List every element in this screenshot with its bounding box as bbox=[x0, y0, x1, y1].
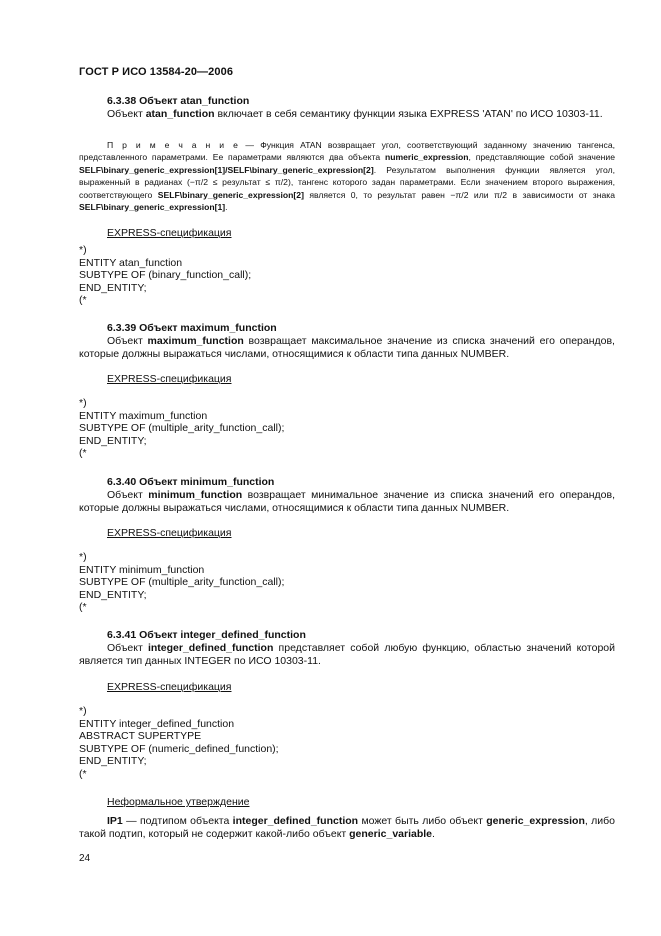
document-header: ГОСТ Р ИСО 13584-20—2006 bbox=[79, 66, 234, 78]
informal-proposition-ip1: IP1 — подтипом объекта integer_defined_function может быть либо объект generic_expression, либо такой подтип, который не содержит какой-либо объект generic_variable. bbox=[79, 815, 615, 840]
code-line: ENTITY minimum_function bbox=[79, 563, 205, 576]
code-block-atan bbox=[79, 244, 251, 307]
informal-proposition-label: Неформальное утверждение bbox=[107, 796, 250, 808]
code-line: (* bbox=[79, 601, 87, 614]
paragraph-maximum: Объект maximum_function возвращает максимальное значение из списка значений его операндов, которые должны выражаться числами, относящимися к области типа данных NUMBER. bbox=[79, 335, 615, 360]
paragraph-integer-defined: Объект integer_defined_function представляет собой любую функцию, областью значений которой является тип данных INTEGER по ИСО 10303-11. bbox=[79, 642, 615, 667]
express-spec-label: EXPRESS-спецификация bbox=[107, 373, 232, 385]
code-line: *) bbox=[79, 244, 87, 256]
code-block-integer-defined bbox=[79, 705, 279, 781]
code-line: (* bbox=[79, 294, 87, 307]
code-block-minimum bbox=[79, 551, 284, 614]
code-block-maximum bbox=[79, 397, 284, 460]
section-title-integer-defined: 6.3.41 Объект integer_defined_function bbox=[107, 629, 306, 641]
section-title-atan: 6.3.38 Объект atan_function bbox=[107, 95, 250, 107]
code-line: END_ENTITY; bbox=[79, 281, 147, 294]
code-line: ENTITY maximum_function bbox=[79, 409, 208, 422]
code-line: END_ENTITY; bbox=[79, 755, 147, 768]
code-line: SUBTYPE OF (numeric_defined_function); bbox=[79, 742, 279, 755]
code-line: SUBTYPE OF (binary_function_call); bbox=[79, 269, 252, 282]
code-line: (* bbox=[79, 447, 87, 460]
code-line: ENTITY integer_defined_function bbox=[79, 717, 235, 730]
code-line: END_ENTITY; bbox=[79, 434, 147, 447]
code-line: *) bbox=[79, 705, 87, 717]
code-line: *) bbox=[79, 551, 87, 563]
code-line: ABSTRACT SUPERTYPE bbox=[79, 730, 202, 743]
page-number: 24 bbox=[79, 853, 91, 864]
code-line: SUBTYPE OF (multiple_arity_function_call); bbox=[79, 576, 285, 589]
code-line: (* bbox=[79, 767, 87, 780]
express-spec-label: EXPRESS-спецификация bbox=[107, 227, 232, 239]
code-line: END_ENTITY; bbox=[79, 588, 147, 601]
paragraph-atan: Объект atan_function включает в себя семантику функции языка EXPRESS 'ATAN' по ИСО 10303-11. bbox=[107, 108, 603, 120]
code-line: *) bbox=[79, 397, 87, 409]
section-title-minimum: 6.3.40 Объект minimum_function bbox=[107, 476, 275, 488]
code-line: ENTITY atan_function bbox=[79, 256, 183, 269]
note-atan: П р и м е ч а н и е — Функция ATAN возвращает угол, соответствующий заданному значению тангенса, представленного параметрами. Ее параметрами являются два объекта numeric_expression, представляющие собой значение SELF\binary_generic_expression[1]/SELF\binary_generic_expression[2]. Результатом выполнения функции является угол, выраженный в радианах (−π/2 ≤ результат ≤ π/2), тангенс которого задан параметрами. Если значением второго выражения, соответствующего SELF\binary_generic_expression[2] является 0, то результат равен −π/2 или π/2 в зависимости от знака SELF\binary_generic_expression[1]. bbox=[79, 140, 615, 213]
code-line: SUBTYPE OF (multiple_arity_function_call); bbox=[79, 422, 285, 435]
express-spec-label: EXPRESS-спецификация bbox=[107, 681, 232, 693]
section-title-maximum: 6.3.39 Объект maximum_function bbox=[107, 322, 277, 334]
express-spec-label: EXPRESS-спецификация bbox=[107, 527, 232, 539]
paragraph-minimum: Объект minimum_function возвращает минимальное значение из списка значений его операндов, которые должны выражаться числами, относящимися к области типа данных NUMBER. bbox=[79, 489, 615, 514]
